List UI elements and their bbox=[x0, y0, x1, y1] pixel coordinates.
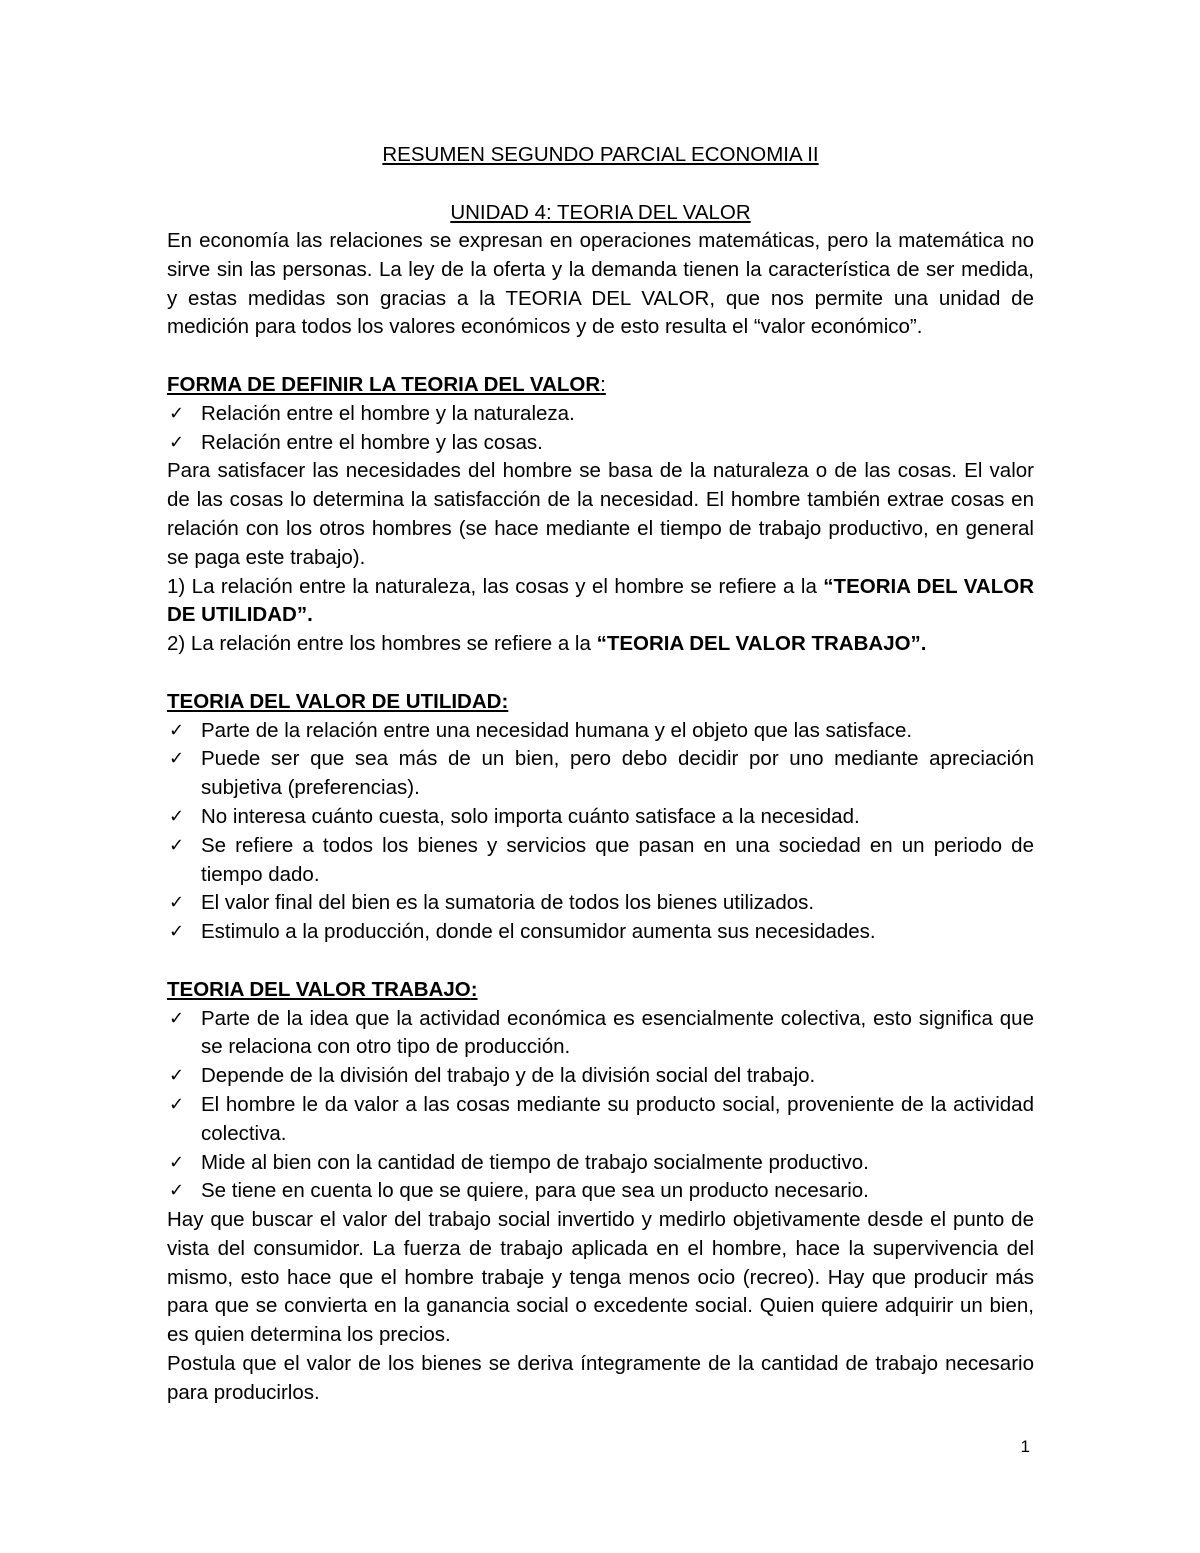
check-mark-icon: ✓ bbox=[169, 1180, 185, 1202]
forma-point-1-bold: “TEORIA DEL VALOR DE UTILIDAD”. bbox=[167, 574, 1034, 627]
list-item-text: Parte de la idea que la actividad económica es esencialmente colectiva, esto significa que se relaciona con otro tipo de producción. bbox=[201, 1006, 1034, 1059]
unit-title: UNIDAD 4: TEORIA DEL VALOR bbox=[450, 201, 751, 224]
list-item-text: Se tiene en cuenta lo que se quiere, para que sea un producto necesario. bbox=[201, 1179, 869, 1203]
list-item-text: No interesa cuánto cuesta, solo importa cuánto satisface a la necesidad. bbox=[201, 804, 860, 828]
list-item-text: Mide al bien con la cantidad de tiempo de trabajo socialmente productivo. bbox=[201, 1150, 869, 1174]
check-mark-icon: ✓ bbox=[169, 1151, 185, 1173]
list-item-text: El hombre le da valor a las cosas mediante su producto social, proveniente de la actividad colectiva. bbox=[201, 1092, 1034, 1145]
trabajo-paragraph-2: Postula que el valor de los bienes se deriva íntegramente de la cantidad de trabajo necesario para producirlos. bbox=[167, 1352, 1034, 1404]
forma-checklist bbox=[167, 400, 1034, 458]
forma-point-1-text: 1) La relación entre la naturaleza, las cosas y el hombre se refiere a la bbox=[167, 574, 824, 598]
forma-point-1 bbox=[167, 573, 1034, 631]
section-heading-utilidad-text: TEORIA DEL VALOR DE UTILIDAD: bbox=[167, 689, 509, 713]
section-heading-forma bbox=[167, 371, 1034, 400]
check-mark-icon: ✓ bbox=[169, 1093, 185, 1115]
list-item-text: El valor final del bien es la sumatoria de todos los bienes utilizados. bbox=[201, 891, 815, 915]
trabajo-paragraph-1: Hay que buscar el valor del trabajo social invertido y medirlo objetivamente desde el punto de vista del consumidor. La fuerza de trabajo aplicada en el hombre, hace la supervivencia del mismo, esto hace que el hombre trabaje y tenga menos ocio (recreo). Hay que producir más para que se convierta en la ganancia social o excedente social. Quien quiere adquirir un bien, es quien determina los precios. bbox=[167, 1208, 1034, 1347]
spacer bbox=[167, 947, 1034, 976]
section-heading-forma-text: FORMA DE DEFINIR LA TEORIA DEL VALOR bbox=[167, 372, 601, 396]
trabajo-checklist bbox=[167, 1005, 1034, 1207]
list-item bbox=[167, 1091, 1034, 1149]
list-item bbox=[167, 1149, 1034, 1178]
utilidad-checklist bbox=[167, 717, 1034, 947]
document-title: RESUMEN SEGUNDO PARCIAL ECONOMIA II bbox=[382, 143, 819, 166]
list-item-text: Parte de la relación entre una necesidad humana y el objeto que las satisface. bbox=[201, 718, 913, 742]
list-item bbox=[167, 918, 1034, 947]
list-item bbox=[167, 889, 1034, 918]
list-item bbox=[167, 745, 1034, 803]
section-heading-forma-suffix: : bbox=[600, 372, 606, 396]
check-mark-icon: ✓ bbox=[169, 1065, 185, 1087]
check-mark-icon: ✓ bbox=[169, 402, 185, 424]
check-mark-icon: ✓ bbox=[169, 431, 185, 453]
list-item bbox=[167, 1005, 1034, 1063]
check-mark-icon: ✓ bbox=[169, 921, 185, 943]
forma-point-2-text: 2) La relación entre los hombres se refiere a la bbox=[167, 632, 597, 656]
check-mark-icon: ✓ bbox=[169, 1007, 185, 1029]
section-heading-utilidad bbox=[167, 688, 1034, 717]
section-heading-trabajo bbox=[167, 976, 1034, 1005]
list-item-text: Relación entre el hombre y las cosas. bbox=[201, 430, 543, 454]
section-heading-trabajo-suffix: : bbox=[470, 977, 478, 1001]
check-mark-icon: ✓ bbox=[169, 834, 185, 856]
list-item bbox=[167, 832, 1034, 890]
page-number: 1 bbox=[1020, 1437, 1030, 1456]
list-item bbox=[167, 803, 1034, 832]
list-item-text: Puede ser que sea más de un bien, pero debo decidir por uno mediante apreciación subjetiva (preferencias). bbox=[201, 747, 1034, 800]
list-item bbox=[167, 1177, 1034, 1206]
list-item bbox=[167, 429, 1034, 458]
check-mark-icon: ✓ bbox=[169, 892, 185, 914]
list-item-text: Estimulo a la producción, donde el consumidor aumenta sus necesidades. bbox=[201, 920, 876, 944]
spacer bbox=[167, 342, 1034, 371]
forma-paragraph: Para satisfacer las necesidades del hombre se basa de la naturaleza o de las cosas. El valor de las cosas lo determina la satisfacción de la necesidad. El hombre también extrae cosas en relación con los otros hombres (se hace mediante el tiempo de trabajo productivo, en general se paga este trabajo). bbox=[167, 459, 1034, 569]
list-item-text: Relación entre el hombre y la naturaleza. bbox=[201, 401, 575, 425]
list-item bbox=[167, 1062, 1034, 1091]
spacer bbox=[167, 659, 1034, 688]
check-mark-icon: ✓ bbox=[169, 748, 185, 770]
forma-point-2 bbox=[167, 630, 1034, 659]
list-item bbox=[167, 400, 1034, 429]
list-item-text: Se refiere a todos los bienes y servicios que pasan en una sociedad en un periodo de tiempo dado. bbox=[201, 833, 1034, 886]
check-mark-icon: ✓ bbox=[169, 719, 185, 741]
forma-point-2-bold: “TEORIA DEL VALOR TRABAJO”. bbox=[596, 632, 927, 656]
list-item-text: Depende de la división del trabajo y de la división social del trabajo. bbox=[201, 1064, 816, 1088]
list-item bbox=[167, 717, 1034, 746]
section-heading-trabajo-text: TEORIA DEL VALOR TRABAJO bbox=[167, 977, 471, 1001]
check-mark-icon: ✓ bbox=[169, 805, 185, 827]
unit-intro-paragraph: En economía las relaciones se expresan en operaciones matemáticas, pero la matemática no sirve sin las personas. La ley de la oferta y la demanda tienen la característica de ser medida, y estas medidas son gracias a la TEORIA DEL VALOR, que nos permite una unidad de medición para todos los valores económicos y de esto resulta el “valor económico”. bbox=[167, 229, 1034, 339]
